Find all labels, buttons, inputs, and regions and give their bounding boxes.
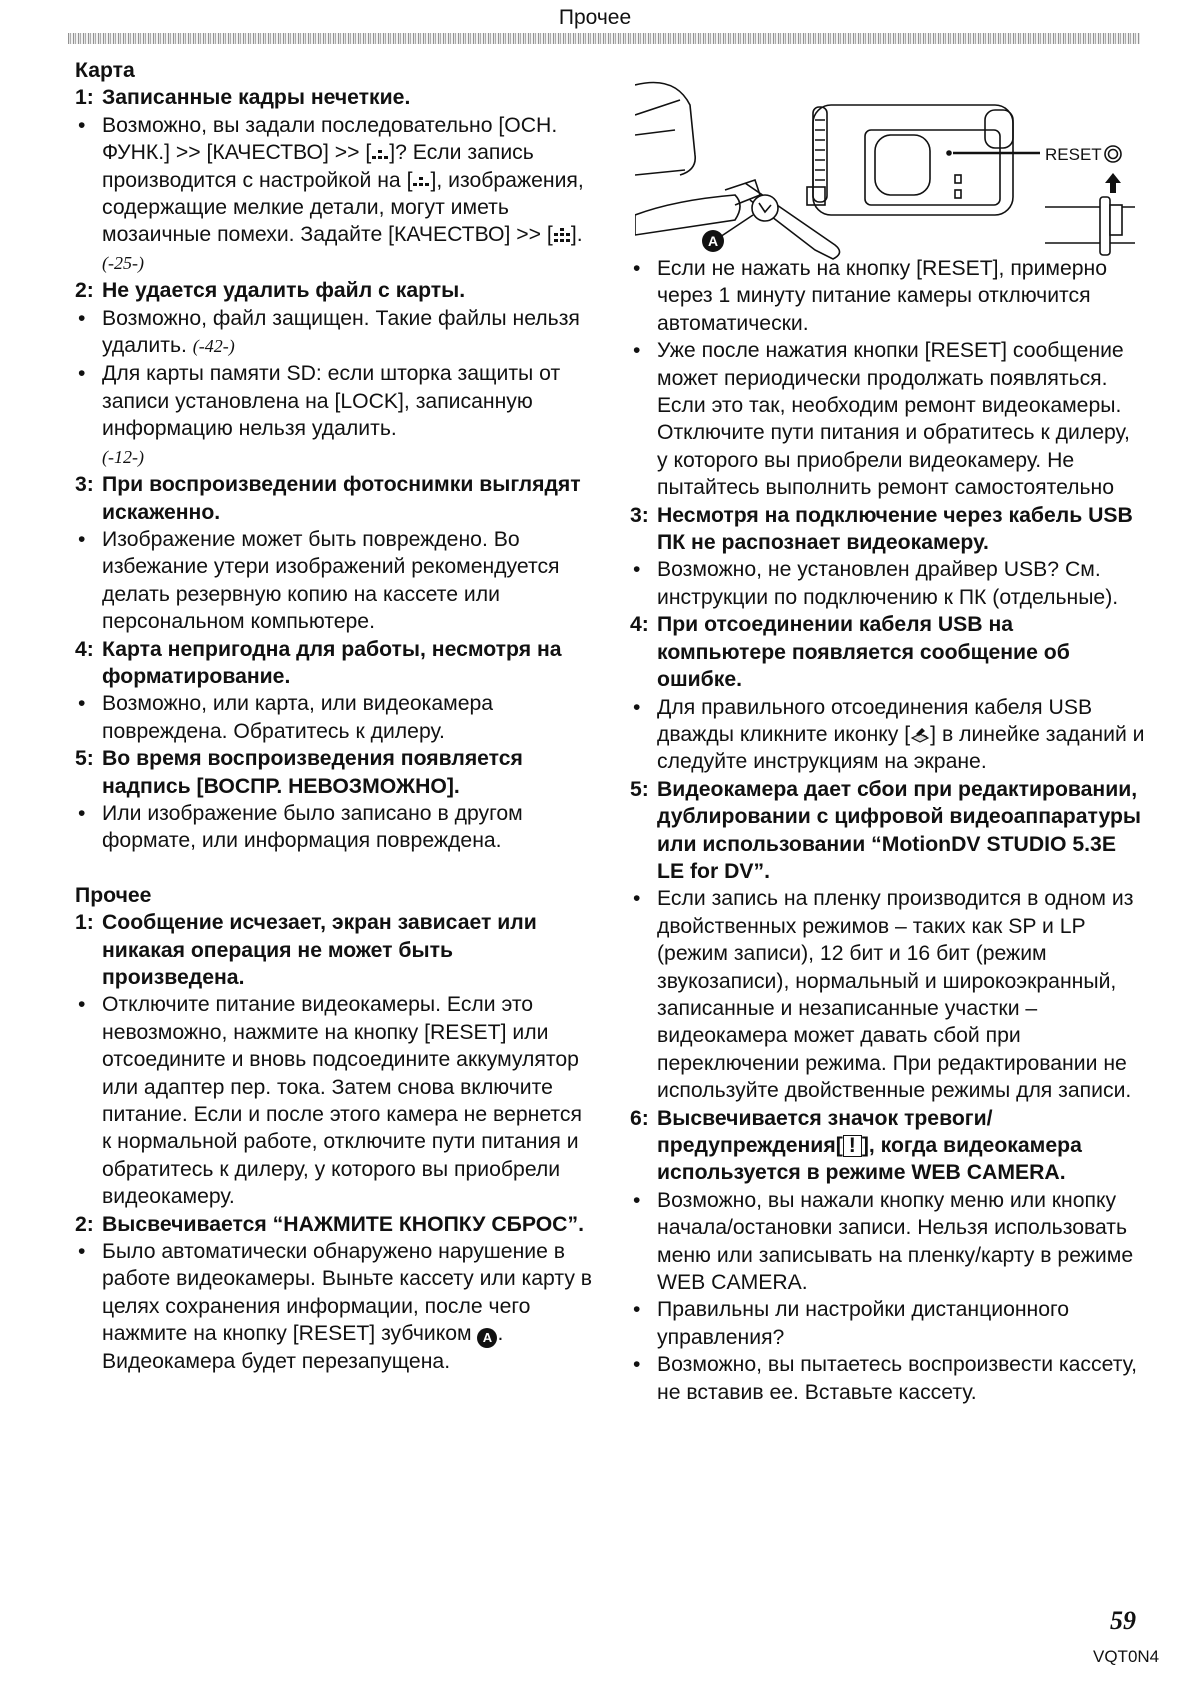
issue-title: Видеокамера дает сбои при редактировании, дублировании с цифровой видеоаппаратуры или использовании “MotionDV STUDIO 5.3E LE for DV”. bbox=[657, 777, 1141, 883]
bullet-text-part: Возможно, файл защищен. Такие файлы нельзя удалить. bbox=[102, 306, 580, 358]
marker-a-icon: A bbox=[477, 1328, 497, 1348]
page-reference[interactable]: (-12-) bbox=[102, 446, 144, 467]
bullet-icon: • bbox=[633, 1298, 641, 1322]
bullet-icon: • bbox=[78, 692, 86, 716]
bullet-icon: • bbox=[633, 1353, 641, 1377]
list-item bbox=[630, 337, 1145, 501]
issue-heading bbox=[75, 277, 595, 304]
list-item bbox=[630, 885, 1145, 1104]
list-item bbox=[630, 1351, 1145, 1406]
list-item bbox=[630, 556, 1145, 611]
bullet-icon: • bbox=[633, 887, 641, 911]
section-title-card: Карта bbox=[75, 59, 135, 82]
bullet-text-part: ] в линейке заданий и следуйте инструкциям на экране. bbox=[657, 722, 1145, 774]
quality-normal-icon bbox=[371, 147, 389, 161]
bullet-text-part: ]. bbox=[570, 223, 583, 247]
bullet-icon: • bbox=[633, 339, 641, 363]
issue-heading bbox=[630, 502, 1145, 557]
safely-remove-hardware-icon bbox=[910, 726, 930, 744]
bullet-text-part: Возможно, вы задали последовательно [ОСН. ФУНК.] >> [КАЧЕСТВО] >> [ bbox=[102, 113, 558, 165]
issue-title bbox=[657, 1105, 1145, 1187]
issue-heading bbox=[630, 776, 1145, 886]
bullet-text bbox=[102, 112, 595, 277]
list-item bbox=[75, 360, 595, 471]
list-item bbox=[630, 1296, 1145, 1351]
bullet-icon: • bbox=[78, 362, 86, 386]
reset-button-icon bbox=[1105, 146, 1121, 162]
bullet-text: Если не нажать на кнопку [RESET], примерно через 1 минуту питание камеры отключится автоматически. bbox=[657, 257, 1108, 335]
issue-heading bbox=[75, 636, 595, 691]
issue-number: 2: bbox=[75, 279, 94, 303]
issue-number: 4: bbox=[630, 613, 649, 637]
reset-label: RESET bbox=[1045, 145, 1102, 164]
bullet-icon: • bbox=[78, 113, 86, 137]
list-item bbox=[75, 526, 595, 636]
issue-heading bbox=[630, 1105, 1145, 1187]
bullet-text-part: Для правильного отсоединения кабеля USB дважды кликните иконку [ bbox=[657, 695, 1093, 746]
reset-hole-magnifier-icon bbox=[752, 195, 778, 221]
issue-number: 4: bbox=[75, 637, 94, 661]
section-title-other: Прочее bbox=[75, 883, 152, 907]
bullet-text bbox=[657, 694, 1145, 776]
list-item bbox=[75, 305, 595, 361]
camera-body-outline bbox=[635, 83, 695, 176]
page-reference[interactable]: (-25-) bbox=[102, 252, 144, 273]
issue-number: 5: bbox=[75, 747, 94, 771]
bullet-text-part: Для карты памяти SD: если шторка защиты от записи установлена на [LOCK], записанную информацию нельзя удалить. bbox=[102, 362, 561, 441]
issue-title: Не удается удалить файл с карты. bbox=[102, 279, 466, 303]
right-column bbox=[630, 255, 1145, 1406]
issue-heading bbox=[75, 1211, 595, 1238]
bullet-text: Уже после нажатия кнопки [RESET] сообщение может периодически продолжать появляться. Если это так, необходим ремонт видеокамеры. Отключите пути питания и обратитесь к дилеру, у которого вы приобрели видеокамеру. Не пытайтесь выполнить ремонт самостоятельно bbox=[657, 339, 1130, 500]
bullet-text: Правильны ли настройки дистанционного управления? bbox=[657, 1298, 1070, 1349]
warning-icon: ! bbox=[843, 1135, 862, 1157]
quality-normal-icon bbox=[412, 174, 430, 188]
bullet-text bbox=[102, 360, 595, 471]
spacer bbox=[75, 855, 595, 882]
issue-title-part: ], когда видеокамера используется в режиме WEB CAMERA. bbox=[657, 1134, 1082, 1185]
bullet-text-part: ], изображения, содержащие мелкие детали, могут иметь мозаичные помехи. Задайте [КАЧЕСТВО] >> [ bbox=[102, 168, 584, 247]
list-item bbox=[75, 991, 595, 1210]
left-column bbox=[75, 57, 595, 1375]
list-item bbox=[630, 255, 1145, 337]
camcorder-reset-illustration bbox=[635, 75, 1135, 260]
camcorder-icon bbox=[813, 105, 1013, 215]
bullet-text-part: ]? Если запись производится с настройкой на [ bbox=[102, 141, 534, 192]
bullet-icon: • bbox=[78, 306, 86, 330]
bullet-text: Возможно, вы пытаетесь воспроизвести кассету, не вставив ее. Вставьте кассету. bbox=[657, 1353, 1137, 1404]
issue-title-part: Высвечивается значок тревоги/ предупреждения[ bbox=[657, 1106, 993, 1157]
issue-heading bbox=[75, 84, 595, 111]
issue-heading bbox=[75, 745, 595, 800]
bullet-text: Отключите питание видеокамеры. Если это невозможно, нажмите на кнопку [RESET] или отсоедините и вновь подсоедините аккумулятор или адаптер пер. тока. Затем снова включите питание. Если и после этого камера не вернется к нормальной работе, отключите пути питания и обратитесь к дилеру, у которого вы приобрели видеокамеру. bbox=[102, 993, 582, 1209]
bullet-text: Возможно, вы нажали кнопку меню или кнопку начала/остановки записи. Нельзя использовать меню или записывать на пленку/карту в режиме WEB CAMERA. bbox=[657, 1188, 1134, 1295]
list-item bbox=[75, 112, 595, 277]
list-item bbox=[630, 694, 1145, 776]
bullet-text: Изображение может быть повреждено. Во избежание утери изображений рекомендуется делать резервную копию на кассете или персональном компьютере. bbox=[102, 527, 560, 634]
issue-heading bbox=[75, 471, 595, 526]
bullet-icon: • bbox=[633, 558, 641, 582]
issue-title: Карта непригодна для работы, несмотря на форматирование. bbox=[102, 637, 562, 688]
bullet-icon: • bbox=[78, 801, 86, 825]
issue-number: 1: bbox=[75, 86, 94, 110]
page-reference[interactable]: (-42-) bbox=[192, 336, 235, 357]
issue-title: При отсоединении кабеля USB на компьютере появляется сообщение об ошибке. bbox=[657, 613, 1070, 692]
bullet-icon: • bbox=[633, 1188, 641, 1212]
up-arrow-icon bbox=[1105, 173, 1121, 193]
bullet-text: Если запись на пленку производится в одном из двойственных режимов – таких как SP и LP (режим записи), 12 бит и 16 бит (режим звукозаписи), нормальный и широкоэкранный, записанные и незаписанные участки – видеокамера может давать сбой при переключении режима. При редактировании не используйте двойственные режимы для записи. bbox=[657, 887, 1134, 1103]
list-item bbox=[75, 690, 595, 745]
bullet-text bbox=[102, 305, 595, 361]
issue-number: 3: bbox=[630, 503, 649, 527]
list-item bbox=[630, 1187, 1145, 1297]
bullet-text: Возможно, или карта, или видеокамера повреждена. Обратитесь к дилеру. bbox=[102, 692, 494, 743]
issue-heading bbox=[75, 909, 595, 991]
issue-title: При воспроизведении фотоснимки выглядят искаженно. bbox=[102, 473, 581, 524]
page-number: 59 bbox=[1110, 1606, 1136, 1635]
list-item bbox=[75, 800, 595, 855]
issue-number: 6: bbox=[630, 1106, 649, 1130]
bullet-icon: • bbox=[78, 993, 86, 1017]
issue-title: Высвечивается “НАЖМИТЕ КНОПКУ СБРОС”. bbox=[102, 1212, 584, 1236]
bullet-icon: • bbox=[78, 527, 86, 551]
page-header-title: Прочее bbox=[558, 6, 632, 29]
issue-heading bbox=[630, 611, 1145, 693]
issue-title: Сообщение исчезает, экран зависает или никакая операция не может быть произведена. bbox=[102, 911, 537, 989]
quality-fine-icon bbox=[553, 228, 571, 244]
issue-number: 3: bbox=[75, 473, 94, 497]
list-item bbox=[75, 1238, 595, 1375]
issue-title: Записанные кадры нечеткие. bbox=[102, 86, 411, 110]
bullet-text-part: . Видеокамера будет перезапущена. bbox=[102, 1322, 504, 1373]
bullet-icon: • bbox=[633, 695, 641, 719]
bullet-icon: • bbox=[633, 257, 641, 280]
header-rule bbox=[68, 33, 1140, 44]
document-code: VQT0N4 bbox=[1093, 1647, 1160, 1666]
issue-title: Несмотря на подключение через кабель USB ПК не распознает видеокамеру. bbox=[657, 503, 1133, 555]
bullet-text: Возможно, не установлен драйвер USB? См. инструкции по подключению к ПК (отдельные). bbox=[657, 558, 1119, 609]
issue-number: 1: bbox=[75, 911, 94, 935]
marker-a-label: A bbox=[707, 233, 719, 249]
bullet-text-part: Было автоматически обнаружено нарушение в работе видеокамеры. Выньте кассету или карту в целях сохранения информации, после чего нажмите на кнопку [RESET] зубчиком bbox=[102, 1240, 593, 1346]
bullet-text: Или изображение было записано в другом формате, или информация повреждена. bbox=[102, 801, 523, 853]
issue-number: 5: bbox=[630, 777, 649, 801]
issue-title: Во время воспроизведения появляется надпись [ВОСПР. НЕВОЗМОЖНО]. bbox=[102, 747, 523, 798]
issue-number: 2: bbox=[75, 1212, 94, 1236]
bullet-icon: • bbox=[78, 1240, 86, 1264]
bullet-text bbox=[102, 1238, 595, 1375]
